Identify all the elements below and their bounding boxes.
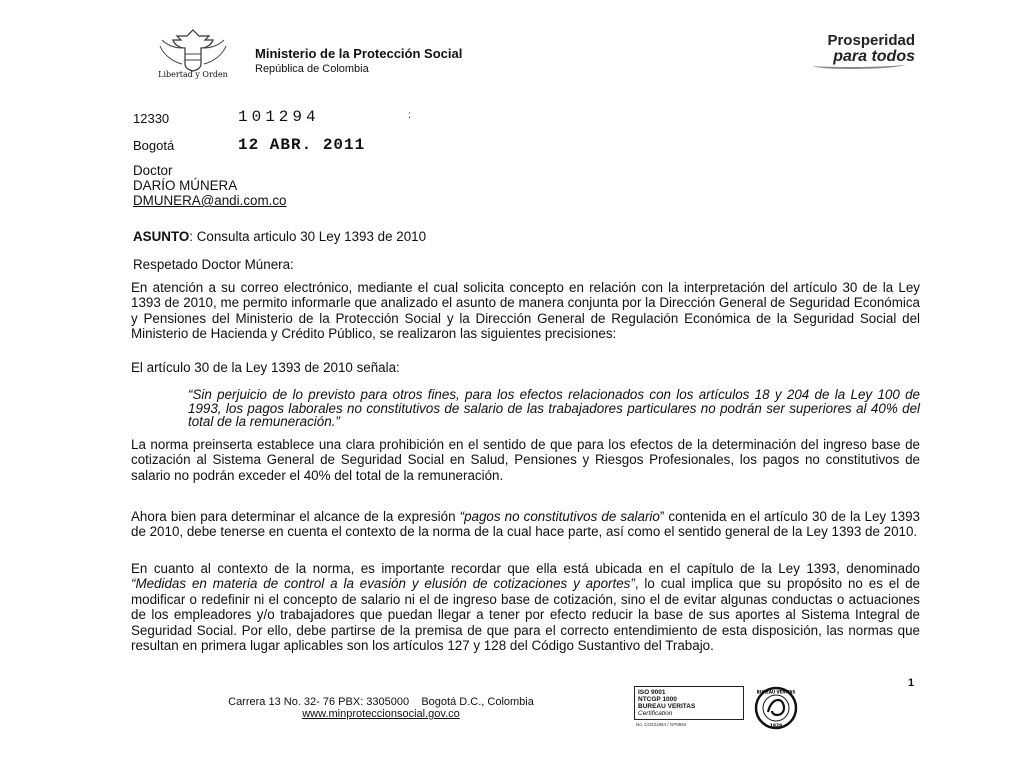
reference-number: 12330	[133, 111, 170, 126]
paragraph-5	[131, 561, 920, 653]
slogan-line-1: Prosperidad	[827, 32, 915, 49]
bureau-veritas-seal-icon	[754, 686, 798, 730]
slogan-logo	[805, 33, 915, 65]
paragraph-5-start: En cuanto al contexto de la norma, es importante recordar que ella está ubicada en el capítulo de la Ley 1393, denominado	[131, 561, 920, 576]
city: Bogotá	[133, 138, 175, 153]
quoted-article: “Sin perjuicio de lo previsto para otros fines, para los efectos relacionados con los artículos 18 y 204 de la Ley 100 de 1993, los pagos laborales no constitutivos de salario de las trabajadores particulares no podrán ser superiores al 40% del total de la remuneración.”	[188, 387, 920, 429]
ministry-name: Ministerio de la Protección Social	[255, 46, 463, 61]
certification-block	[634, 686, 812, 728]
subject-label: ASUNTO	[133, 229, 190, 244]
slogan-line-2: para todos	[833, 48, 915, 65]
colombia-coat-of-arms	[152, 28, 234, 80]
footer	[208, 696, 554, 720]
footer-address: Carrera 13 No. 32- 76 PBX: 3305000 Bogotá D.C., Colombia	[228, 696, 534, 708]
cert-line-2: NTCGP 1000	[638, 696, 677, 703]
cert-line-3: BUREAU VERITAS	[638, 703, 696, 710]
paragraph-1: En atención a su correo electrónico, mediante el cual solicita concepto en relación con la interpretación del artículo 30 de la Ley 1393 de 2010, me permito informarle que analizado el asunto de manera conjunta por la Dirección General de Seguridad Económica y Pensiones del Ministerio de la Protección Social y la Dirección General de Regulación Económica de la Seguridad Social del Ministerio de Hacienda y Crédito Público, se realizaron las siguientes precisiones:	[131, 280, 920, 342]
coat-of-arms-icon	[152, 28, 234, 72]
crest-motto: Libertad y Orden	[158, 70, 228, 79]
paragraph-5-italic: “Medidas en materia de control a la evasión y elusión de cotizaciones y aportes”	[131, 576, 635, 592]
cert-line-4: Certification	[638, 710, 673, 717]
registry-mark: :	[408, 110, 411, 121]
slogan-swoosh-icon	[813, 61, 905, 69]
paragraph-4-start: Ahora bien para determinar el alcance de la expresión	[131, 509, 460, 524]
cert-line-1: ISO 9001	[638, 689, 666, 696]
paragraph-4-italic: “pagos no constitutivos de salario	[459, 509, 660, 524]
ministry-heading	[255, 46, 462, 75]
paragraph-4	[131, 509, 920, 540]
paragraph-5-end: , lo cual implica que su propósito no es el de modificar o redefinir ni el concepto de salario ni el de ingreso base de cotización, sino el de evitar algunas conductas o actuaciones de los empleadores y/o trabajadores que puedan llegar a tener por efecto reducir la base de sus aportes al Sistema Integral de Seguridad Social. Por ello, debe partirse de la premisa de que para el correcto entendimiento de esta disposición, las normas que resultan en primera lugar aplicables son los artículos 127 y 128 del Código Sustantivo del Trabajo.	[131, 576, 920, 654]
paragraph-2: El artículo 30 de la Ley 1393 de 2010 señala:	[131, 360, 400, 375]
certification-box	[634, 686, 744, 720]
date-stamp: 12 ABR. 2011	[238, 136, 366, 154]
recipient-name: DARÍO MÚNERA	[133, 178, 238, 193]
recipient-title: Doctor	[133, 163, 173, 178]
recipient-email-link[interactable]: DMUNERA@andi.com.co	[133, 193, 287, 208]
seal-year: 1828	[769, 724, 783, 729]
salutation: Respetado Doctor Múnera:	[133, 257, 294, 272]
footer-website-link[interactable]: www.minproteccionsocial.gov.co	[302, 708, 460, 720]
subject-line	[133, 229, 426, 244]
cert-code: No. CO231984 / GP0694	[636, 722, 687, 727]
paragraph-4-end: ” contenida en el artículo 30 de la Ley 1393 de 2010, debe tenerse en cuenta el contexto de la norma de la cual hace parte, así como el sentido general de la Ley 1393 de 2010.	[131, 509, 920, 540]
paragraph-3: La norma preinserta establece una clara prohibición en el sentido de que para los efectos de la determinación del ingreso base de cotización al Sistema General de Seguridad Social en Salud, Pensiones y Riesgos Profesionales, los pagos no constitutivos de salario no podrán exceder el 40% del total de la remuneración.	[131, 437, 920, 483]
registry-stamp-number: 101294	[238, 108, 320, 126]
recipient-block	[133, 163, 287, 208]
page-number: 1	[908, 677, 915, 689]
country-name: República de Colombia	[255, 63, 369, 75]
seal-text: BUREAU VERITAS	[756, 689, 796, 695]
subject-text: : Consulta articulo 30 Ley 1393 de 2010	[189, 229, 427, 244]
